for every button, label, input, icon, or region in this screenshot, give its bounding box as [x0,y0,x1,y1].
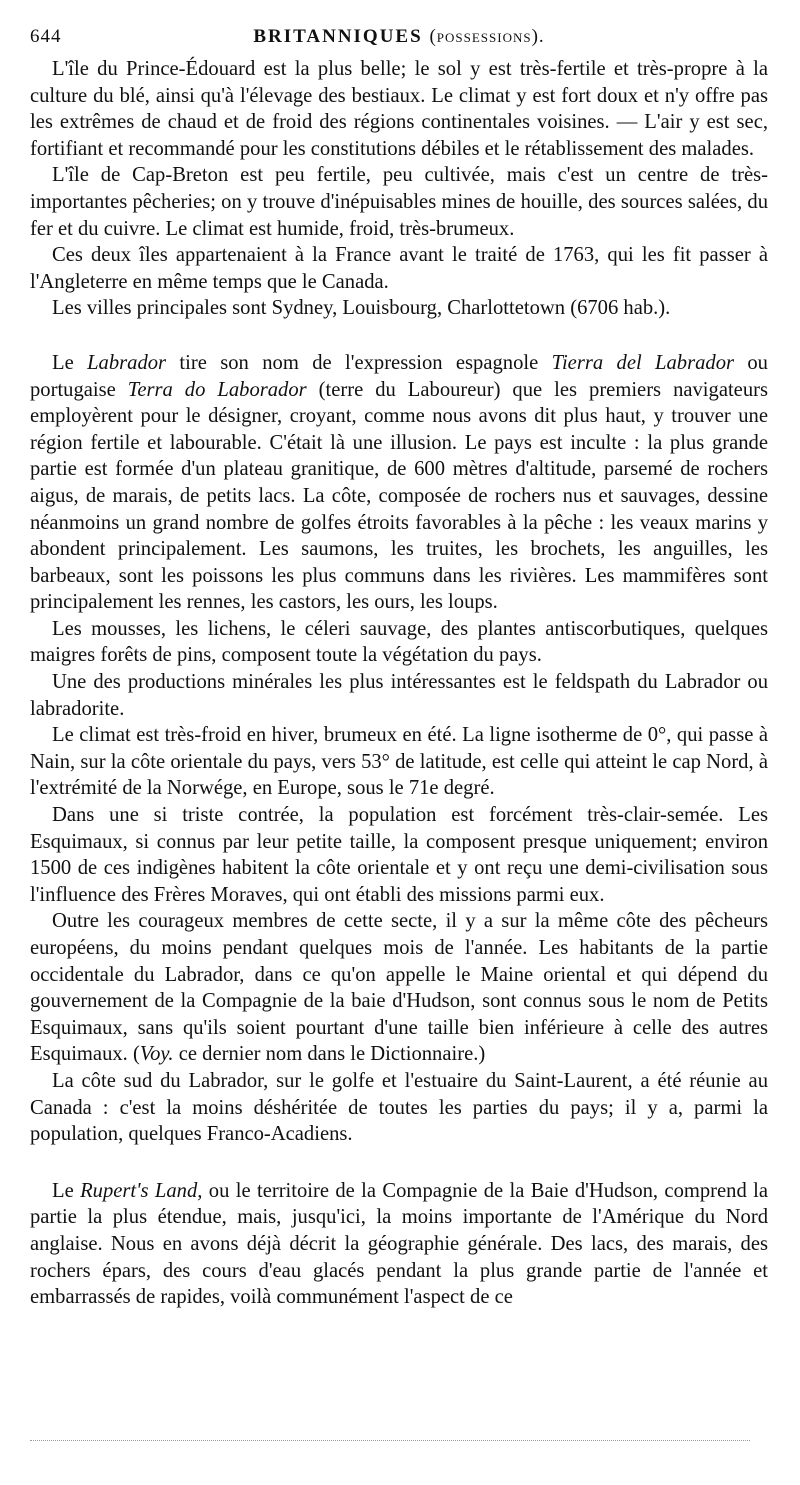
paragraph-labrador-intro [30,350,768,616]
paragraph-prince-edouard: L'île du Prince-Édouard est la plus belle; le sol y est très-fertile et très-propre à la culture du blé, ainsi qu'à l'élevage des bestiaux. Le climat y est fort doux et n'y offre pas les extrêmes de chaud et de froid des régions continentales voisines. — L'air y est sec, fortifiant et recommandé pour les constitutions débiles et le rétablissement des malades. [30,58,768,160]
paragraph-climat: Le climat est très-froid en hiver, brumeux en été. La ligne isotherme de 0°, qui passe à Nain, sur la côte orientale du pays, vers 53° de latitude, est celle qui atteint le cap Nord, à l'extrémité de la Norwége, en Europe, sous le 71e degré. [30,724,768,800]
running-title-main: BRITANNIQUES [253,26,423,47]
text-run: Outre les courageux membres de cette secte, il y a sur la même côte des pêcheurs européens, du moins pendant quelques mois de l'année. Les habitants de la partie occidentale du Labrador, dans ce qu'on appelle le Maine oriental et qui dépend du gouvernement de la Compagnie de la baie d'Hudson, sont connus sous le nom de Petits Esquimaux, sans qu'ils soient pourtant d'une taille bien inférieure à celle des autres Esquimaux. ( [30,910,768,1066]
running-title [60,26,768,48]
paragraph-population: Dans une si triste contrée, la population est forcément très-clair-semée. Les Esquimaux, si connus par leur petite taille, la composent presque uniquement; environ 1500 de ces indigènes habitent la côte orientale et y ont reçu une demi-civilisation sous l'influence des Frères Moraves, qui ont établi des missions parmi eux. [30,804,768,906]
term-tierra-del-labrador: Tierra del Labrador [551,351,735,374]
paragraph-history: Ces deux îles appartenaient à la France avant le traité de 1763, qui les fit passer à l'Angleterre en même temps que le Canada. [30,244,768,293]
term-labrador: Labrador [87,351,167,374]
page-body [30,56,768,1311]
paragraph-villes: Les villes principales sont Sydney, Louisbourg, Charlottetown (6706 hab.). [52,297,671,320]
text-run: ou le territoire de la Compagnie de la Baie d'Hudson, comprend la partie la plus étendue, mais, jusqu'ici, la moins importante de l'Amérique du Nord anglaise. Nous en avons déjà décrit la géographie générale. Des lacs, des marais, des rochers épars, des cours d'eau glacés pendant la plus grande partie de l'année et embarrassés de rapides, voilà communément l'aspect de ce [30,1179,769,1309]
paragraph-cap-breton: L'île de Cap-Breton est peu fertile, peu cultivée, mais c'est un centre de très-importantes pêcheries; on y trouve d'inépuisables mines de houille, des sources salées, du fer et du cuivre. Le climat est humide, froid, très-brumeux. [30,164,768,240]
page-number: 644 [30,26,62,47]
paragraph-ruperts-land [30,1178,768,1311]
paragraph-pecheurs [30,908,768,1068]
text-run: ou portugaise [30,351,768,401]
term-voy: Voy. [139,1043,174,1066]
book-page [30,26,768,1311]
text-run: tire son nom de l'expression espagnole [166,351,552,374]
paragraph-vegetation: Les mousses, les lichens, le céleri sauvage, des plantes antiscorbutiques, quelques maigres forêts de pins, composent toute la végétation du pays. [30,617,768,667]
paragraph-cote-sud: La côte sud du Labrador, sur le golfe et l'estuaire du Saint-Laurent, a été réunie au Canada : c'est la moins déshéritée de toutes les parties du pays; il y a, parmi la population, quelques Franco-Acadiens. [30,1069,768,1146]
text-run: Le [52,1179,81,1202]
running-title-sub: (possessions). [429,26,545,47]
term-ruperts-land: Rupert's Land, [80,1179,203,1202]
page-header [30,26,768,56]
text-run: Le [52,351,88,374]
term-terra-do-laborador: Terra do Laborador [127,378,307,401]
text-run: ce dernier nom dans le Dictionnaire.) [173,1043,486,1066]
paragraph-mineral: Une des productions minérales les plus intéressantes est le feldspath du Labrador ou labradorite. [30,671,768,720]
footer-rule [30,1440,750,1441]
text-run: (terre du Laboureur) que les premiers navigateurs employèrent pour le désigner, croyant, comme nous avons dit plus haut, y trouver une région fertile et labourable. C'était là une illusion. Le pays est inculte : la plus grande partie est formée d'un plateau granitique, de 600 mètres d'altitude, parsemé de rochers aigus, de marais, de petits lacs. La côte, composée de rochers nus et sauvages, dessine néanmoins un grand nombre de golfes étroits favorables à la pêche : les veaux marins y abondent principalement. Les saumons, les truites, les brochets, les anguilles, les barbeaux, sont les poissons les plus communs dans les rivières. Les mammifères sont principalement les rennes, les castors, les ours, les loups. [30,378,768,614]
